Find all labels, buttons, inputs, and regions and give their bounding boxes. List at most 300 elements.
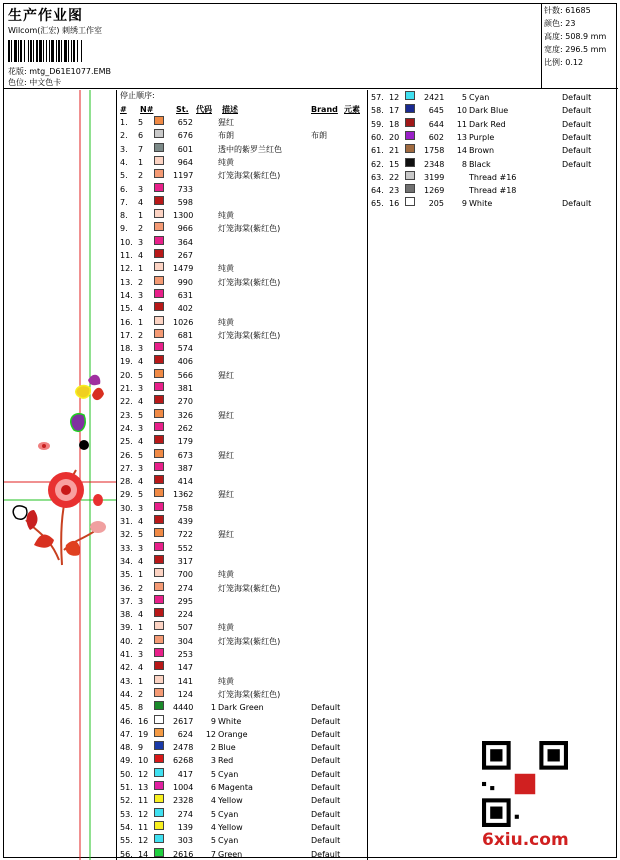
- table-row: [118, 848, 366, 860]
- row-description: White: [469, 199, 493, 209]
- row-description: 纯黄: [218, 264, 234, 274]
- page-title: 生产作业图: [8, 8, 83, 24]
- color-swatch: [154, 422, 164, 431]
- row-brand: 布朗: [311, 131, 327, 141]
- color-count: 颜色: 23: [544, 19, 576, 28]
- qr-module: [490, 786, 494, 790]
- row-description: 猩红: [218, 450, 234, 460]
- row-needle: 4: [138, 197, 144, 207]
- design-preview: [4, 90, 117, 860]
- row-needle: 1: [138, 676, 144, 686]
- row-index: 46.: [120, 716, 133, 726]
- color-swatch: [154, 143, 164, 152]
- row-stitches: 2421: [424, 93, 445, 102]
- row-stitches: 602: [428, 132, 444, 142]
- table-row: [118, 342, 366, 355]
- row-description: 纯黄: [218, 157, 234, 167]
- row-index: 12.: [120, 264, 133, 274]
- stop-sequence-label: 停止顺序:: [120, 91, 155, 100]
- row-stitches: 676: [177, 131, 193, 141]
- row-stitches: 381: [177, 384, 193, 393]
- row-index: 14.: [120, 290, 133, 300]
- row-description: Brown: [469, 146, 495, 156]
- row-stitches: 1269: [424, 186, 445, 196]
- color-swatch: [154, 728, 164, 737]
- row-description: Green: [218, 849, 243, 859]
- table-row: [118, 183, 366, 196]
- row-brand: Default: [311, 729, 341, 739]
- row-stitches: 758: [177, 503, 193, 513]
- color-swatch: [154, 595, 164, 604]
- row-index: 4.: [120, 157, 128, 167]
- row-description: 猩红: [218, 530, 234, 540]
- row-brand: Default: [311, 743, 341, 753]
- row-stitches: 1300: [173, 211, 194, 221]
- row-code: 5: [210, 769, 216, 779]
- color-swatch: [154, 236, 164, 245]
- row-index: 6.: [120, 184, 128, 194]
- row-index: 43.: [120, 676, 133, 686]
- row-needle: 1: [138, 317, 144, 327]
- row-stitches: 124: [177, 689, 193, 699]
- row-needle: 4: [138, 357, 144, 367]
- row-index: 19.: [120, 357, 133, 367]
- row-description: Red: [218, 756, 234, 766]
- color-swatch: [405, 144, 415, 153]
- color-swatch: [154, 848, 164, 857]
- row-stitches: 270: [177, 397, 193, 407]
- row-description: 猩红: [218, 118, 234, 127]
- color-swatch: [154, 688, 164, 697]
- row-index: 62.: [371, 159, 384, 169]
- row-stitches: 2616: [173, 849, 194, 859]
- row-needle: 16: [138, 716, 149, 726]
- row-description: Cyan: [218, 809, 239, 819]
- row-code: 1: [210, 703, 216, 713]
- row-description: 透中的紫罗兰红色: [218, 144, 282, 154]
- table-row: [118, 821, 366, 834]
- row-index: 29.: [120, 490, 133, 500]
- table-row: [118, 515, 366, 528]
- row-stitches: 2617: [173, 716, 194, 726]
- table-row: [118, 715, 366, 728]
- row-stitches: 304: [177, 636, 193, 646]
- row-stitches: 295: [177, 596, 193, 606]
- table-row: [118, 754, 366, 767]
- row-index: 57.: [371, 93, 384, 102]
- table-row: [118, 462, 366, 475]
- color-swatch: [154, 582, 164, 591]
- row-needle: 6: [138, 131, 144, 141]
- row-index: 26.: [120, 450, 133, 460]
- col-header-description: 描述: [222, 105, 238, 114]
- row-stitches: 1004: [173, 783, 194, 792]
- table-row: [118, 196, 366, 209]
- row-index: 1.: [120, 118, 128, 127]
- qr-code: [482, 741, 568, 827]
- color-swatch: [154, 781, 164, 790]
- row-stitches: 274: [177, 583, 193, 593]
- table-row: [118, 435, 366, 448]
- row-needle: 3: [138, 423, 144, 433]
- row-stitches: 205: [428, 199, 444, 209]
- row-needle: 16: [389, 199, 400, 209]
- row-needle: 12: [138, 836, 149, 846]
- table-row: [118, 635, 366, 648]
- row-needle: 3: [138, 344, 144, 354]
- row-index: 22.: [120, 397, 133, 407]
- row-stitches: 274: [177, 809, 193, 819]
- row-index: 52.: [120, 796, 133, 806]
- row-description: Thread #16: [469, 172, 517, 182]
- table-row: [118, 262, 366, 275]
- row-stitches: 303: [177, 836, 193, 846]
- row-code: 6: [210, 783, 216, 792]
- colorset-name: 色位: 中文色卡: [8, 78, 62, 87]
- row-stitches: 2328: [173, 796, 194, 806]
- color-swatch: [405, 131, 415, 140]
- table-row: [118, 143, 366, 156]
- qr-module: [482, 782, 486, 786]
- row-description: 灯笼海棠(紫红色): [218, 224, 281, 234]
- qr-module: [515, 815, 519, 819]
- row-description: 灯笼海棠(紫红色): [218, 583, 281, 593]
- row-brand: Default: [562, 159, 592, 169]
- table-row: [118, 794, 366, 807]
- row-description: 纯黄: [218, 623, 234, 633]
- row-needle: 7: [138, 144, 144, 154]
- row-stitches: 644: [428, 119, 444, 129]
- row-stitches: 439: [177, 517, 193, 526]
- row-index: 37.: [120, 596, 133, 606]
- color-swatch: [154, 302, 164, 311]
- row-stitches: 624: [177, 729, 193, 739]
- row-stitches: 414: [177, 477, 193, 487]
- table-row: [118, 276, 366, 289]
- row-stitches: 964: [177, 157, 193, 167]
- row-stitches: 645: [428, 106, 444, 116]
- row-description: Dark Red: [469, 119, 506, 129]
- row-index: 20.: [120, 370, 133, 380]
- color-swatch: [405, 118, 415, 127]
- row-brand: Default: [562, 119, 592, 129]
- table-row: [118, 249, 366, 262]
- row-needle: 22: [389, 172, 400, 182]
- color-swatch: [154, 222, 164, 231]
- row-needle: 2: [138, 330, 144, 340]
- row-index: 30.: [120, 503, 133, 513]
- color-swatch: [154, 382, 164, 391]
- row-index: 7.: [120, 197, 128, 207]
- row-stitches: 722: [177, 530, 193, 540]
- row-code: 4: [210, 822, 216, 832]
- table-row: [118, 542, 366, 555]
- row-stitches: 673: [177, 450, 193, 460]
- table-row: [118, 222, 366, 235]
- row-stitches: 700: [177, 570, 193, 580]
- row-stitches: 179: [177, 437, 193, 447]
- table-row: [118, 409, 366, 422]
- row-needle: 3: [138, 290, 144, 300]
- col-header-element: 元素: [344, 105, 360, 114]
- table-row: [118, 555, 366, 568]
- table-row: [118, 209, 366, 222]
- row-index: 38.: [120, 610, 133, 620]
- row-code: 2: [210, 743, 216, 753]
- row-brand: Default: [311, 796, 341, 806]
- row-code: 11: [456, 119, 467, 129]
- header-area: [4, 4, 618, 89]
- row-stitches: 631: [177, 290, 193, 300]
- row-index: 3.: [120, 144, 128, 154]
- qr-module: [490, 807, 502, 819]
- row-brand: Default: [311, 756, 341, 766]
- row-needle: 18: [389, 119, 400, 129]
- row-index: 58.: [371, 106, 384, 116]
- row-stitches: 4440: [173, 703, 194, 713]
- row-needle: 4: [138, 517, 144, 526]
- row-brand: Default: [562, 93, 592, 102]
- row-needle: 21: [389, 146, 400, 156]
- row-description: Blue: [218, 743, 236, 753]
- row-stitches: 966: [177, 224, 193, 234]
- row-needle: 2: [138, 636, 144, 646]
- row-stitches: 267: [177, 251, 193, 260]
- table-row: [118, 741, 366, 754]
- row-index: 10.: [120, 237, 133, 247]
- row-stitches: 1758: [424, 146, 445, 156]
- row-needle: 5: [138, 450, 144, 460]
- row-description: 猩红: [218, 410, 234, 420]
- row-index: 17.: [120, 330, 133, 340]
- table-row: [118, 661, 366, 674]
- row-description: Dark Blue: [469, 106, 509, 116]
- row-needle: 4: [138, 663, 144, 673]
- color-swatch: [154, 675, 164, 684]
- design-name: 花版: mtg_D61E1077.EMB: [8, 67, 111, 76]
- table-row: [369, 144, 617, 157]
- color-swatch: [154, 502, 164, 511]
- row-needle: 5: [138, 410, 144, 420]
- table-row: [118, 116, 366, 129]
- row-needle: 2: [138, 277, 144, 287]
- embroidery-preview-image: [4, 90, 117, 860]
- table-row: [118, 169, 366, 182]
- row-needle: 4: [138, 556, 144, 566]
- row-index: 56.: [120, 849, 133, 859]
- row-index: 9.: [120, 224, 128, 234]
- row-description: Cyan: [218, 836, 239, 846]
- row-needle: 1: [138, 570, 144, 580]
- table-row: [118, 528, 366, 541]
- table-row: [369, 91, 617, 104]
- row-code: 9: [210, 716, 216, 726]
- row-description: Cyan: [469, 93, 490, 102]
- row-index: 32.: [120, 530, 133, 540]
- row-needle: 19: [138, 729, 149, 739]
- row-description: Orange: [218, 729, 248, 739]
- row-stitches: 3199: [424, 172, 445, 182]
- row-brand: Default: [311, 836, 341, 846]
- color-swatch: [154, 449, 164, 458]
- color-swatch: [405, 104, 415, 113]
- row-index: 48.: [120, 743, 133, 753]
- table-row: [118, 382, 366, 395]
- color-swatch: [154, 183, 164, 192]
- color-swatch: [154, 276, 164, 285]
- color-swatch: [154, 462, 164, 471]
- row-brand: Default: [311, 716, 341, 726]
- table-row: [118, 302, 366, 315]
- table-row: [369, 118, 617, 131]
- table-row: [118, 316, 366, 329]
- table-row: [369, 171, 617, 184]
- row-needle: 1: [138, 157, 144, 167]
- color-swatch: [154, 129, 164, 138]
- stats-panel: [541, 4, 618, 89]
- row-brand: Default: [311, 783, 341, 792]
- color-swatch: [154, 116, 164, 125]
- row-code: 14: [456, 146, 467, 156]
- row-description: Black: [469, 159, 491, 169]
- color-swatch: [154, 369, 164, 378]
- color-swatch: [154, 568, 164, 577]
- row-index: 49.: [120, 756, 133, 766]
- row-stitches: 317: [177, 556, 193, 566]
- row-needle: 17: [389, 106, 400, 116]
- color-swatch: [154, 754, 164, 763]
- row-index: 15.: [120, 304, 133, 314]
- row-index: 39.: [120, 623, 133, 633]
- row-description: 猩红: [218, 370, 234, 380]
- color-swatch: [154, 821, 164, 830]
- row-needle: 3: [138, 237, 144, 247]
- row-code: 9: [461, 199, 467, 209]
- row-needle: 3: [138, 463, 144, 473]
- row-stitches: 224: [177, 610, 193, 620]
- table-row: [118, 395, 366, 408]
- row-code: 5: [210, 809, 216, 819]
- color-swatch: [154, 635, 164, 644]
- row-stitches: 552: [177, 543, 193, 553]
- color-swatch: [405, 91, 415, 100]
- row-index: 11.: [120, 251, 133, 260]
- table-row: [118, 595, 366, 608]
- row-stitches: 387: [177, 463, 193, 473]
- table-row: [369, 158, 617, 171]
- design-width: 宽度: 296.5 mm: [544, 45, 607, 54]
- row-needle: 5: [138, 530, 144, 540]
- row-index: 28.: [120, 477, 133, 487]
- row-stitches: 681: [177, 330, 193, 340]
- row-index: 59.: [371, 119, 384, 129]
- table-row: [118, 675, 366, 688]
- row-stitches: 417: [177, 769, 193, 779]
- table-row: [118, 355, 366, 368]
- row-description: 灯笼海棠(紫红色): [218, 636, 281, 646]
- table-row: [118, 781, 366, 794]
- row-stitches: 262: [177, 423, 193, 433]
- color-swatch: [154, 488, 164, 497]
- design-scale: 比例: 0.12: [544, 58, 584, 67]
- row-brand: Default: [562, 199, 592, 209]
- color-swatch: [154, 542, 164, 551]
- stitch-count: 针数: 61685: [544, 6, 591, 15]
- color-swatch: [154, 621, 164, 630]
- row-stitches: 139: [177, 822, 193, 832]
- table-row: [118, 648, 366, 661]
- row-needle: 3: [138, 184, 144, 194]
- row-description: Cyan: [218, 769, 239, 779]
- table-row: [118, 488, 366, 501]
- row-index: 64.: [371, 186, 384, 196]
- table-row: [118, 449, 366, 462]
- color-swatch: [154, 409, 164, 418]
- row-stitches: 990: [177, 277, 193, 287]
- row-description: 纯黄: [218, 211, 234, 221]
- table-row: [118, 289, 366, 302]
- row-code: 4: [210, 796, 216, 806]
- row-index: 18.: [120, 344, 133, 354]
- row-description: Thread #18: [469, 186, 517, 196]
- row-needle: 13: [138, 783, 149, 792]
- table-row: [118, 156, 366, 169]
- row-code: 12: [205, 729, 216, 739]
- row-description: 纯黄: [218, 570, 234, 580]
- row-stitches: 1479: [173, 264, 194, 274]
- row-needle: 2: [138, 224, 144, 234]
- row-brand: Default: [562, 106, 592, 116]
- row-needle: 3: [138, 543, 144, 553]
- table-row: [118, 608, 366, 621]
- row-index: 44.: [120, 689, 133, 699]
- row-code: 10: [456, 106, 467, 116]
- row-needle: 15: [389, 159, 400, 169]
- row-description: White: [218, 716, 242, 726]
- row-needle: 1: [138, 264, 144, 274]
- row-index: 31.: [120, 517, 133, 526]
- thread-table-right: [369, 90, 618, 210]
- row-stitches: 598: [177, 197, 193, 207]
- row-stitches: 1197: [173, 171, 194, 181]
- row-needle: 14: [138, 849, 149, 859]
- row-needle: 10: [138, 756, 149, 766]
- row-stitches: 402: [177, 304, 193, 314]
- row-code: 3: [210, 756, 216, 766]
- row-description: Yellow: [218, 796, 243, 806]
- row-needle: 4: [138, 304, 144, 314]
- row-needle: 2: [138, 171, 144, 181]
- row-needle: 12: [389, 93, 400, 102]
- row-index: 24.: [120, 423, 133, 433]
- row-needle: 8: [138, 703, 144, 713]
- thread-table-left: [118, 90, 368, 860]
- row-needle: 11: [138, 796, 149, 806]
- row-stitches: 6268: [173, 756, 194, 766]
- row-needle: 5: [138, 490, 144, 500]
- color-swatch: [154, 741, 164, 750]
- row-needle: 11: [138, 822, 149, 832]
- color-swatch: [154, 528, 164, 537]
- color-swatch: [405, 158, 415, 167]
- row-description: 纯黄: [218, 317, 234, 327]
- row-stitches: 2348: [424, 159, 445, 169]
- row-needle: 23: [389, 186, 400, 196]
- row-code: 7: [210, 849, 216, 859]
- row-index: 21.: [120, 384, 133, 393]
- row-brand: Default: [562, 132, 592, 142]
- row-description: Purple: [469, 132, 495, 142]
